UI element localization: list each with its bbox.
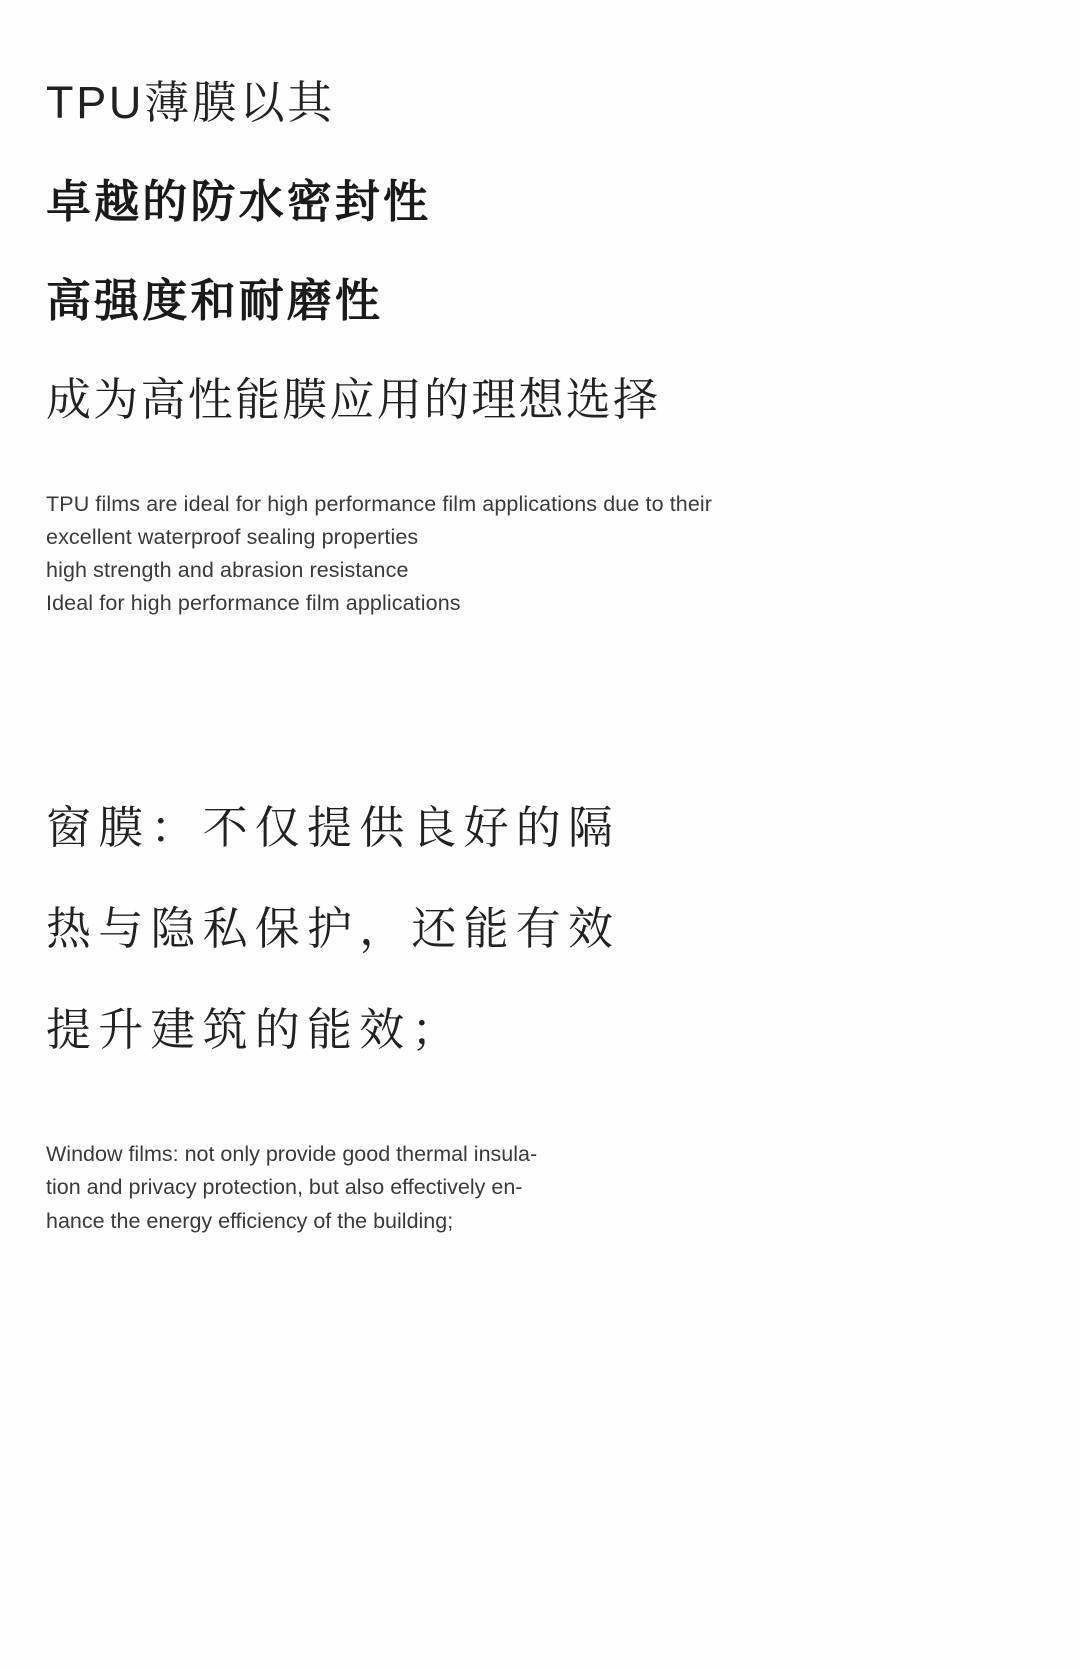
section-tpu-film xyxy=(46,77,1034,620)
en-line-2: excellent waterproof sealing properties xyxy=(46,524,419,549)
window-heading-cn-line-2: 热与隐私保护，还能有效 xyxy=(46,902,621,954)
en-line-1: TPU films are ideal for high performance film applications due to their xyxy=(46,492,713,516)
en-line-4: Ideal for high performance film applications xyxy=(46,590,461,615)
window-heading-cn-line-3: 提升建筑的能效； xyxy=(46,1003,464,1055)
paragraph-en-window xyxy=(46,1138,1034,1239)
window-heading-cn-line-1: 窗膜：不仅提供良好的隔 xyxy=(46,801,621,853)
heading-cn-line-3: 高强度和耐磨性 xyxy=(46,275,384,326)
heading-cn-line-1: TPU薄膜以其 xyxy=(46,77,335,128)
window-en-line-1: Window films: not only provide good thermal insula- xyxy=(46,1141,538,1166)
window-en-line-3: hance the energy efficiency of the building; xyxy=(46,1209,454,1234)
window-en-line-2: tion and privacy protection, but also effectively en- xyxy=(46,1175,523,1200)
section-window-film xyxy=(46,801,1034,1239)
paragraph-en-tpu xyxy=(46,488,1034,620)
en-line-3: high strength and abrasion resistance xyxy=(46,557,409,582)
heading-cn-line-2: 卓越的防水密封性 xyxy=(46,176,432,227)
heading-cn-line-4: 成为高性能膜应用的理想选择 xyxy=(46,374,661,425)
